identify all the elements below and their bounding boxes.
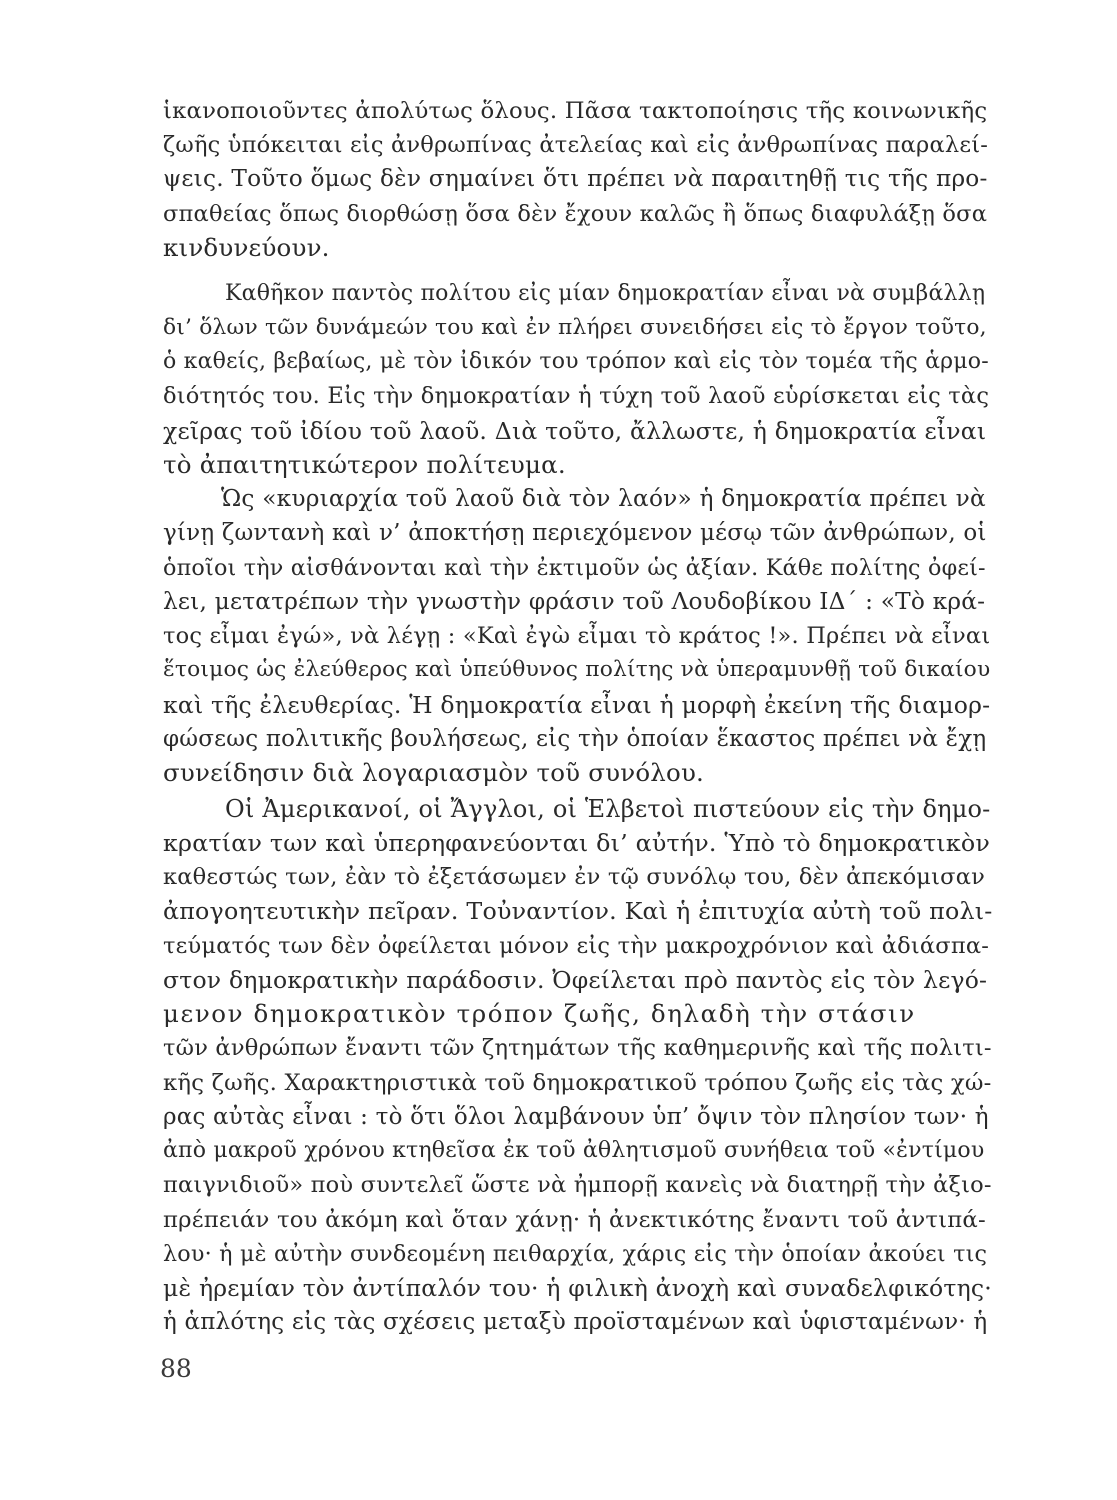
paragraph-start-line: Οἱ Ἀμερικανοί, οἱ Ἄγγλοι, οἱ Ἑλβετοὶ πιστεύουν εἰς τὴν δημο- <box>225 795 991 823</box>
text-line: τεύματός των δὲν ὀφείλεται μόνον εἰς τὴν μακροχρόνιον καὶ ἀδιάσπα- <box>163 933 990 959</box>
text-line: μενον δημοκρατικὸν τρόπον ζωῆς, δηλαδὴ τὴν στάσιν <box>163 999 916 1028</box>
text-line: παιγνιδιοῦ» ποὺ συντελεῖ ὥστε νὰ ἠμπορῇ κανεὶς νὰ διατηρῇ τὴν ἀξιο- <box>163 1172 992 1198</box>
text-line: ἕτοιμος ὡς ἐλεύθερος καὶ ὑπεύθυνος πολίτης νὰ ὑπεραμυνθῇ τοῦ δικαίου <box>163 657 991 682</box>
text-line: τὸ ἀπαιτητικώτερον πολίτευμα. <box>163 450 566 479</box>
text-line: ὁ καθείς, βεβαίως, μὲ τὸν ἰδικόν του τρόπον καὶ εἰς τὸν τομέα τῆς ἁρμο- <box>163 349 989 374</box>
text-line: χεῖρας τοῦ ἰδίου τοῦ λαοῦ. Διὰ τοῦτο, ἄλλωστε, ἡ δημοκρατία εἶναι <box>163 417 987 445</box>
text-line: σπαθείας ὅπως διορθώσῃ ὅσα δὲν ἔχουν καλῶς ἢ ὅπως διαφυλάξῃ ὅσα <box>163 201 988 227</box>
text-line: ἀπογοητευτικὴν πεῖραν. Τοὐναντίον. Καὶ ἡ ἐπιτυχία αὐτὴ τοῦ πολι- <box>163 897 993 925</box>
page-number: 88 <box>160 1354 192 1383</box>
text-line: ἀπὸ μακροῦ χρόνου κτηθεῖσα ἐκ τοῦ ἀθλητισμοῦ συνήθεια τοῦ «ἐντίμου <box>163 1138 985 1163</box>
text-line: στον δημοκρατικὴν παράδοσιν. Ὀφείλεται πρὸ παντὸς εἰς τὸν λεγό- <box>163 966 988 994</box>
text-line: ρας αὐτὰς εἶναι : τὸ ὅτι ὅλοι λαμβάνουν ὑπ’ ὄψιν τὸν πλησίον των· ἡ <box>163 1104 989 1130</box>
text-line: κινδυνεύουν. <box>163 233 330 262</box>
text-line: κρατίαν των καὶ ὑπερηφανεύονται δι’ αὐτήν. Ὑπὸ τὸ δημοκρατικὸν <box>163 829 990 857</box>
paragraph-start-line: Ὡς «κυριαρχία τοῦ λαοῦ διὰ τὸν λαόν» ἡ δημοκρατία πρέπει νὰ <box>221 485 986 512</box>
text-line: καθεστώς των, ἐὰν τὸ ἐξετάσωμεν ἐν τῷ συνόλῳ του, δὲν ἀπεκόμισαν <box>163 864 985 890</box>
text-line: μὲ ἠρεμίαν τὸν ἀντίπαλόν του· ἡ φιλικὴ ἀνοχὴ καὶ συναδελφικότης· <box>163 1274 992 1302</box>
text-line: λου· ἡ μὲ αὐτὴν συνδεομένη πειθαρχία, χάρις εἰς τὴν ὁποίαν ἀκούει τις <box>163 1241 988 1267</box>
text-line: συνείδησιν διὰ λογαριασμὸν τοῦ συνόλου. <box>163 758 705 787</box>
text-line: τος εἶμαι ἐγώ», νὰ λέγῃ : «Καὶ ἐγὼ εἶμαι τὸ κράτος !». Πρέπει νὰ εἶναι <box>163 623 991 649</box>
paragraph-start-line: Καθῆκον παντὸς πολίτου εἰς μίαν δημοκρατίαν εἶναι νὰ συμβάλλῃ <box>225 281 986 306</box>
text-line: κῆς ζωῆς. Χαρακτηριστικὰ τοῦ δημοκρατικοῦ τρόπου ζωῆς εἰς τὰς χώ- <box>163 1070 992 1096</box>
text-line: ὁποῖοι τὴν αἰσθάνονται καὶ τὴν ἐκτιμοῦν ὡς ἀξίαν. Κάθε πολίτης ὀφεί- <box>163 555 986 581</box>
text-line: γίνῃ ζωντανὴ καὶ ν’ ἀποκτήσῃ περιεχόμενον μέσῳ τῶν ἀνθρώπων, οἱ <box>163 520 987 546</box>
text-line: διότητός του. Εἰς τὴν δημοκρατίαν ἡ τύχη τοῦ λαοῦ εὑρίσκεται εἰς τὰς <box>163 383 990 409</box>
text-line: ἡ ἁπλότης εἰς τὰς σχέσεις μεταξὺ προϊσταμένων καὶ ὑφισταμένων· ἡ <box>163 1309 988 1335</box>
text-line: πρέπειάν του ἀκόμη καὶ ὅταν χάνῃ· ἡ ἀνεκτικότης ἔναντι τοῦ ἀντιπά- <box>163 1207 986 1233</box>
text-line: ζωῆς ὑπόκειται εἰς ἀνθρωπίνας ἀτελείας καὶ εἰς ἀνθρωπίνας παραλεί- <box>163 132 989 158</box>
text-line: καὶ τῆς ἐλευθερίας. Ἡ δημοκρατία εἶναι ἡ μορφὴ ἐκείνη τῆς διαμορ- <box>163 691 991 719</box>
text-line: λει, μετατρέπων τὴν γνωστὴν φράσιν τοῦ Λουδοβίκου ΙΔ΄ : «Τὸ κρά- <box>163 588 986 615</box>
text-line: τῶν ἀνθρώπων ἔναντι τῶν ζητημάτων τῆς καθημερινῆς καὶ τῆς πολιτι- <box>163 1035 992 1061</box>
text-line: ψεις. Τοῦτο ὅμως δὲν σημαίνει ὅτι πρέπει νὰ παραιτηθῇ τις τῆς προ- <box>163 165 988 192</box>
text-line: δι’ ὅλων τῶν δυνάμεών του καὶ ἐν πλήρει συνειδήσει εἰς τὸ ἔργον τοῦτο, <box>163 315 987 340</box>
text-line: φώσεως πολιτικῆς βουλήσεως, εἰς τὴν ὁποίαν ἕκαστος πρέπει νὰ ἔχῃ <box>163 726 987 752</box>
text-line: ἱκανοποιοῦντες ἀπολύτως ὅλους. Πᾶσα τακτοποίησις τῆς κοινωνικῆς <box>163 98 988 124</box>
